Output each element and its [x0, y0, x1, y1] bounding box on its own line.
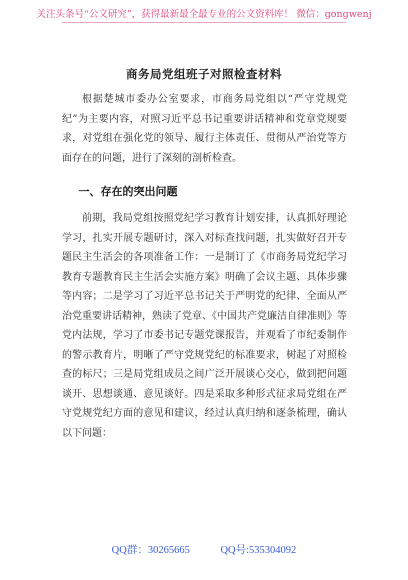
document-title: 商务局党组班子对照检查材料 — [126, 67, 282, 81]
header-divider — [62, 22, 346, 23]
section-heading: 一、存在的突出问题 — [78, 185, 178, 198]
footer-qq-number: QQ号:535304092 — [220, 545, 297, 556]
body-paragraph: 前期，我局党组按照党纪学习教育计划安排，认真抓好理论学习，扎实开展专题研讨，深入对标查找问题，扎实做好召开专题民主生活会的各项准备工作：一是制订了《市商务局党纪学习教育专题教育民主生活会实施方案》明确了会议主题、具体步骤等内容；二是学习了习近平总书记关于严明党的纪律、全面从严治党重要讲话精神，熟读了党章、《中国共产党廉洁自律准则》等党内法规，学习了市委书记专题党课报告，并观看了市纪委制作的警示教育片，明晰了严守党规党纪的标准要求，树起了对照检查的标尺；三是局党组成员之间广泛开展谈心交心，做到把问题谈开、思想谈通、意见谈好。四是采取多种形式征求局党组在严守党规党纪方面的意见和建议，经过认真归纳和逐条梳理，确认以下问题： — [62, 213, 347, 439]
header-banner: 关注头条号“公文研究”，获得最新最全最专业的公文资料库！ 微信：gongwenj — [36, 9, 372, 20]
intro-paragraph: 根据楚城市委办公室要求，市商务局党组以“严守党规党纪”为主要内容，对照习近平总书记重要讲话精神和党章党规要求，对党组在强化党的领导、履行主体责任、贯彻从严治党等方面存在的问题，进行了深刻的剖析检查。 — [62, 94, 347, 164]
footer-qq-group: QQ群：30265665 — [111, 545, 190, 556]
footer — [0, 542, 408, 557]
